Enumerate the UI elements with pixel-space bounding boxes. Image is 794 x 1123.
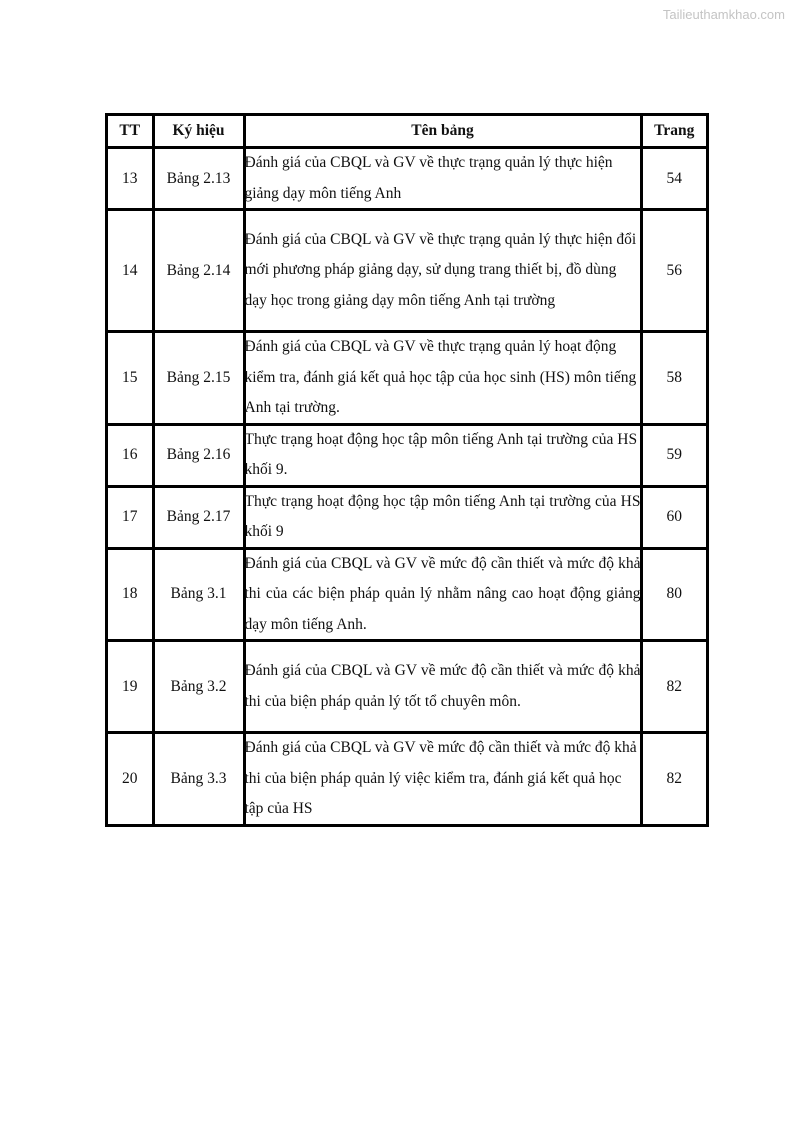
row-trang: 59 [641,424,708,486]
table-row [106,332,708,425]
table-row [106,424,708,486]
row-ky-hieu: Bảng 2.14 [153,210,244,332]
row-ten-bang: Thực trạng hoạt động học tập môn tiếng Anh tại trường của HS khối 9 [244,486,641,548]
header-row [106,114,708,148]
table-row [106,733,708,826]
watermark: Tailieuthamkhao.com [662,7,785,22]
table-row [106,548,708,641]
row-trang: 54 [641,148,708,210]
header-ky-hieu: Ký hiệu [153,114,244,148]
row-ten-bang: Đánh giá của CBQL và GV về mức độ cần thiết và mức độ khả thi của biện pháp quản lý tốt tổ chuyên môn. [244,641,641,733]
row-trang: 82 [641,641,708,733]
row-ky-hieu: Bảng 3.1 [153,548,244,641]
row-ky-hieu: Bảng 2.16 [153,424,244,486]
row-ten-bang: Đánh giá của CBQL và GV về mức độ cần thiết và mức độ khả thi của biện pháp quản lý việc kiểm tra, đánh giá kết quả học tập của HS [244,733,641,826]
row-tt: 19 [106,641,153,733]
row-ten-bang: Thực trạng hoạt động học tập môn tiếng Anh tại trường của HS khối 9. [244,424,641,486]
row-tt: 17 [106,486,153,548]
row-trang: 58 [641,332,708,425]
table-row [106,148,708,210]
row-ten-bang: Đánh giá của CBQL và GV về thực trạng quản lý hoạt động kiểm tra, đánh giá kết quả học tập của học sinh (HS) môn tiếng Anh tại trường. [244,332,641,425]
table-row [106,486,708,548]
row-ky-hieu: Bảng 3.3 [153,733,244,826]
header-ten-bang: Tên bảng [244,114,641,148]
row-ky-hieu: Bảng 2.13 [153,148,244,210]
row-tt: 16 [106,424,153,486]
row-tt: 13 [106,148,153,210]
row-tt: 15 [106,332,153,425]
row-ky-hieu: Bảng 2.15 [153,332,244,425]
table-list [105,113,709,827]
row-trang: 80 [641,548,708,641]
row-tt: 20 [106,733,153,826]
row-ky-hieu: Bảng 2.17 [153,486,244,548]
row-tt: 18 [106,548,153,641]
header-trang: Trang [641,114,708,148]
header-tt: TT [106,114,153,148]
table-row [106,210,708,332]
row-ten-bang: Đánh giá của CBQL và GV về mức độ cần thiết và mức độ khả thi của các biện pháp quản lý nhằm nâng cao hoạt động giảng dạy môn tiếng Anh. [244,548,641,641]
row-trang: 60 [641,486,708,548]
row-trang: 56 [641,210,708,332]
table-row [106,641,708,733]
row-tt: 14 [106,210,153,332]
row-ky-hieu: Bảng 3.2 [153,641,244,733]
row-trang: 82 [641,733,708,826]
row-ten-bang: Đánh giá của CBQL và GV về thực trạng quản lý thực hiện giảng dạy môn tiếng Anh [244,148,641,210]
row-ten-bang: Đánh giá của CBQL và GV về thực trạng quản lý thực hiện đổi mới phương pháp giảng dạy, sử dụng trang thiết bị, đồ dùng dạy học trong giảng dạy môn tiếng Anh tại trường [244,210,641,332]
